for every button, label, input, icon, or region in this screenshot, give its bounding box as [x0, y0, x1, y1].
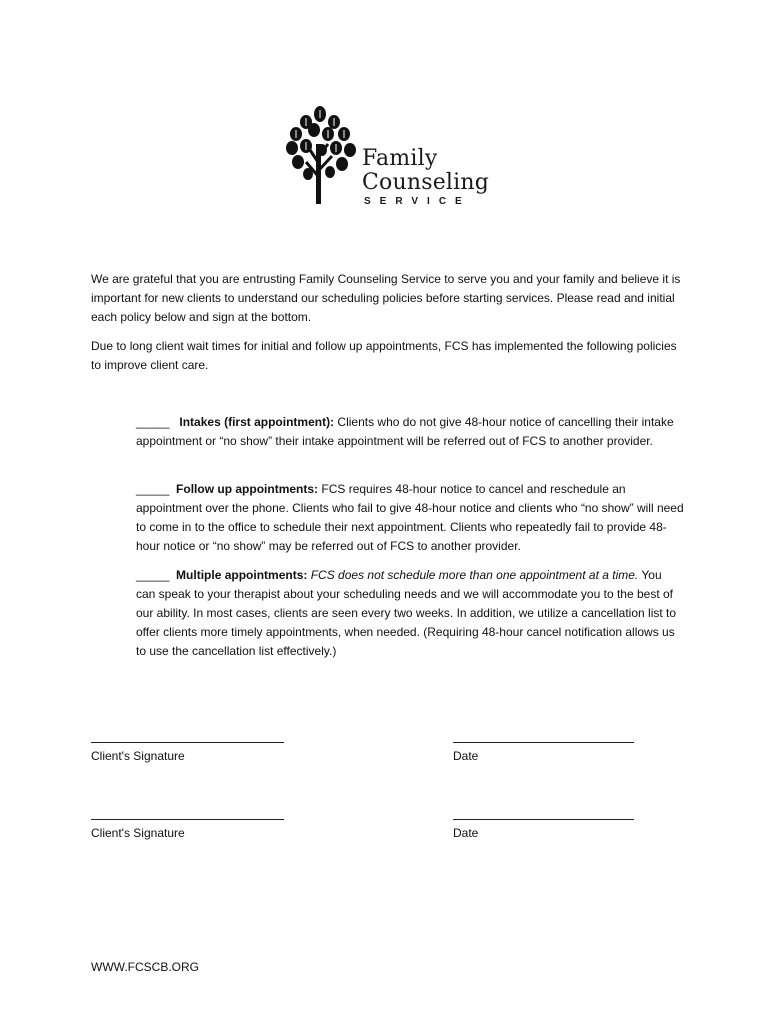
client-signature-label-1: Client's Signature	[91, 749, 185, 763]
logo-line-3: SERVICE	[364, 196, 471, 207]
policy-text: FCS requires 48-hour notice to cancel and reschedule an appointment over the phone. Clients who fail to give 48-hour notice and clients who “no show” will need to come in to the office to schedule their next appointment. Clients who repeatedly fail to provide 48-hour notice or “no show” may be referred out of FCS to another provider.	[136, 482, 684, 553]
initial-blank[interactable]: _____	[136, 568, 170, 582]
intro-paragraph-1: We are grateful that you are entrusting Family Counseling Service to serve you and your family and believe it is important for new clients to understand our scheduling policies before starting services. Please read and initial each policy below and sign at the bottom.	[91, 272, 681, 324]
logo-line-1: Family	[362, 146, 438, 171]
website-footer: WWW.FCSCB.ORG	[91, 960, 199, 974]
policy-multiple	[136, 566, 684, 661]
client-signature-line-1[interactable]	[91, 742, 284, 743]
policy-text: Clients who do not give 48-hour notice of cancelling their intake appointment or “no show” their intake appointment will be referred out of FCS to another provider.	[136, 415, 674, 448]
logo	[284, 104, 494, 212]
date-line-1[interactable]	[453, 742, 634, 743]
date-line-2[interactable]	[453, 819, 634, 820]
policy-text: You can speak to your therapist about your scheduling needs and we will accommodate you to the best of our ability. In most cases, clients are seen every two weeks. In addition, we utilize a cancellation list to offer clients more timely appointments, when needed. (Requiring 48-hour cancel notification allows us to use the cancellation list effectively.)	[136, 568, 677, 658]
policy-title: Follow up appointments:	[176, 482, 319, 496]
policy-title: Intakes (first appointment):	[179, 415, 335, 429]
initial-blank[interactable]: _____	[136, 482, 170, 496]
client-signature-line-2[interactable]	[91, 819, 284, 820]
initial-blank[interactable]: _____	[136, 415, 170, 429]
logo-line-2: Counseling	[362, 170, 490, 195]
policy-intakes	[136, 413, 684, 451]
policy-follow-up	[136, 480, 684, 556]
policy-italic-text: FCS does not schedule more than one appointment at a time.	[310, 568, 639, 582]
policy-title: Multiple appointments:	[176, 568, 308, 582]
date-label-1: Date	[453, 749, 479, 763]
intro-paragraph-2: Due to long client wait times for initial and follow up appointments, FCS has implemented the following policies to improve client care.	[91, 339, 677, 372]
date-label-2: Date	[453, 826, 479, 840]
tree-icon	[284, 104, 364, 212]
client-signature-label-2: Client's Signature	[91, 826, 185, 840]
